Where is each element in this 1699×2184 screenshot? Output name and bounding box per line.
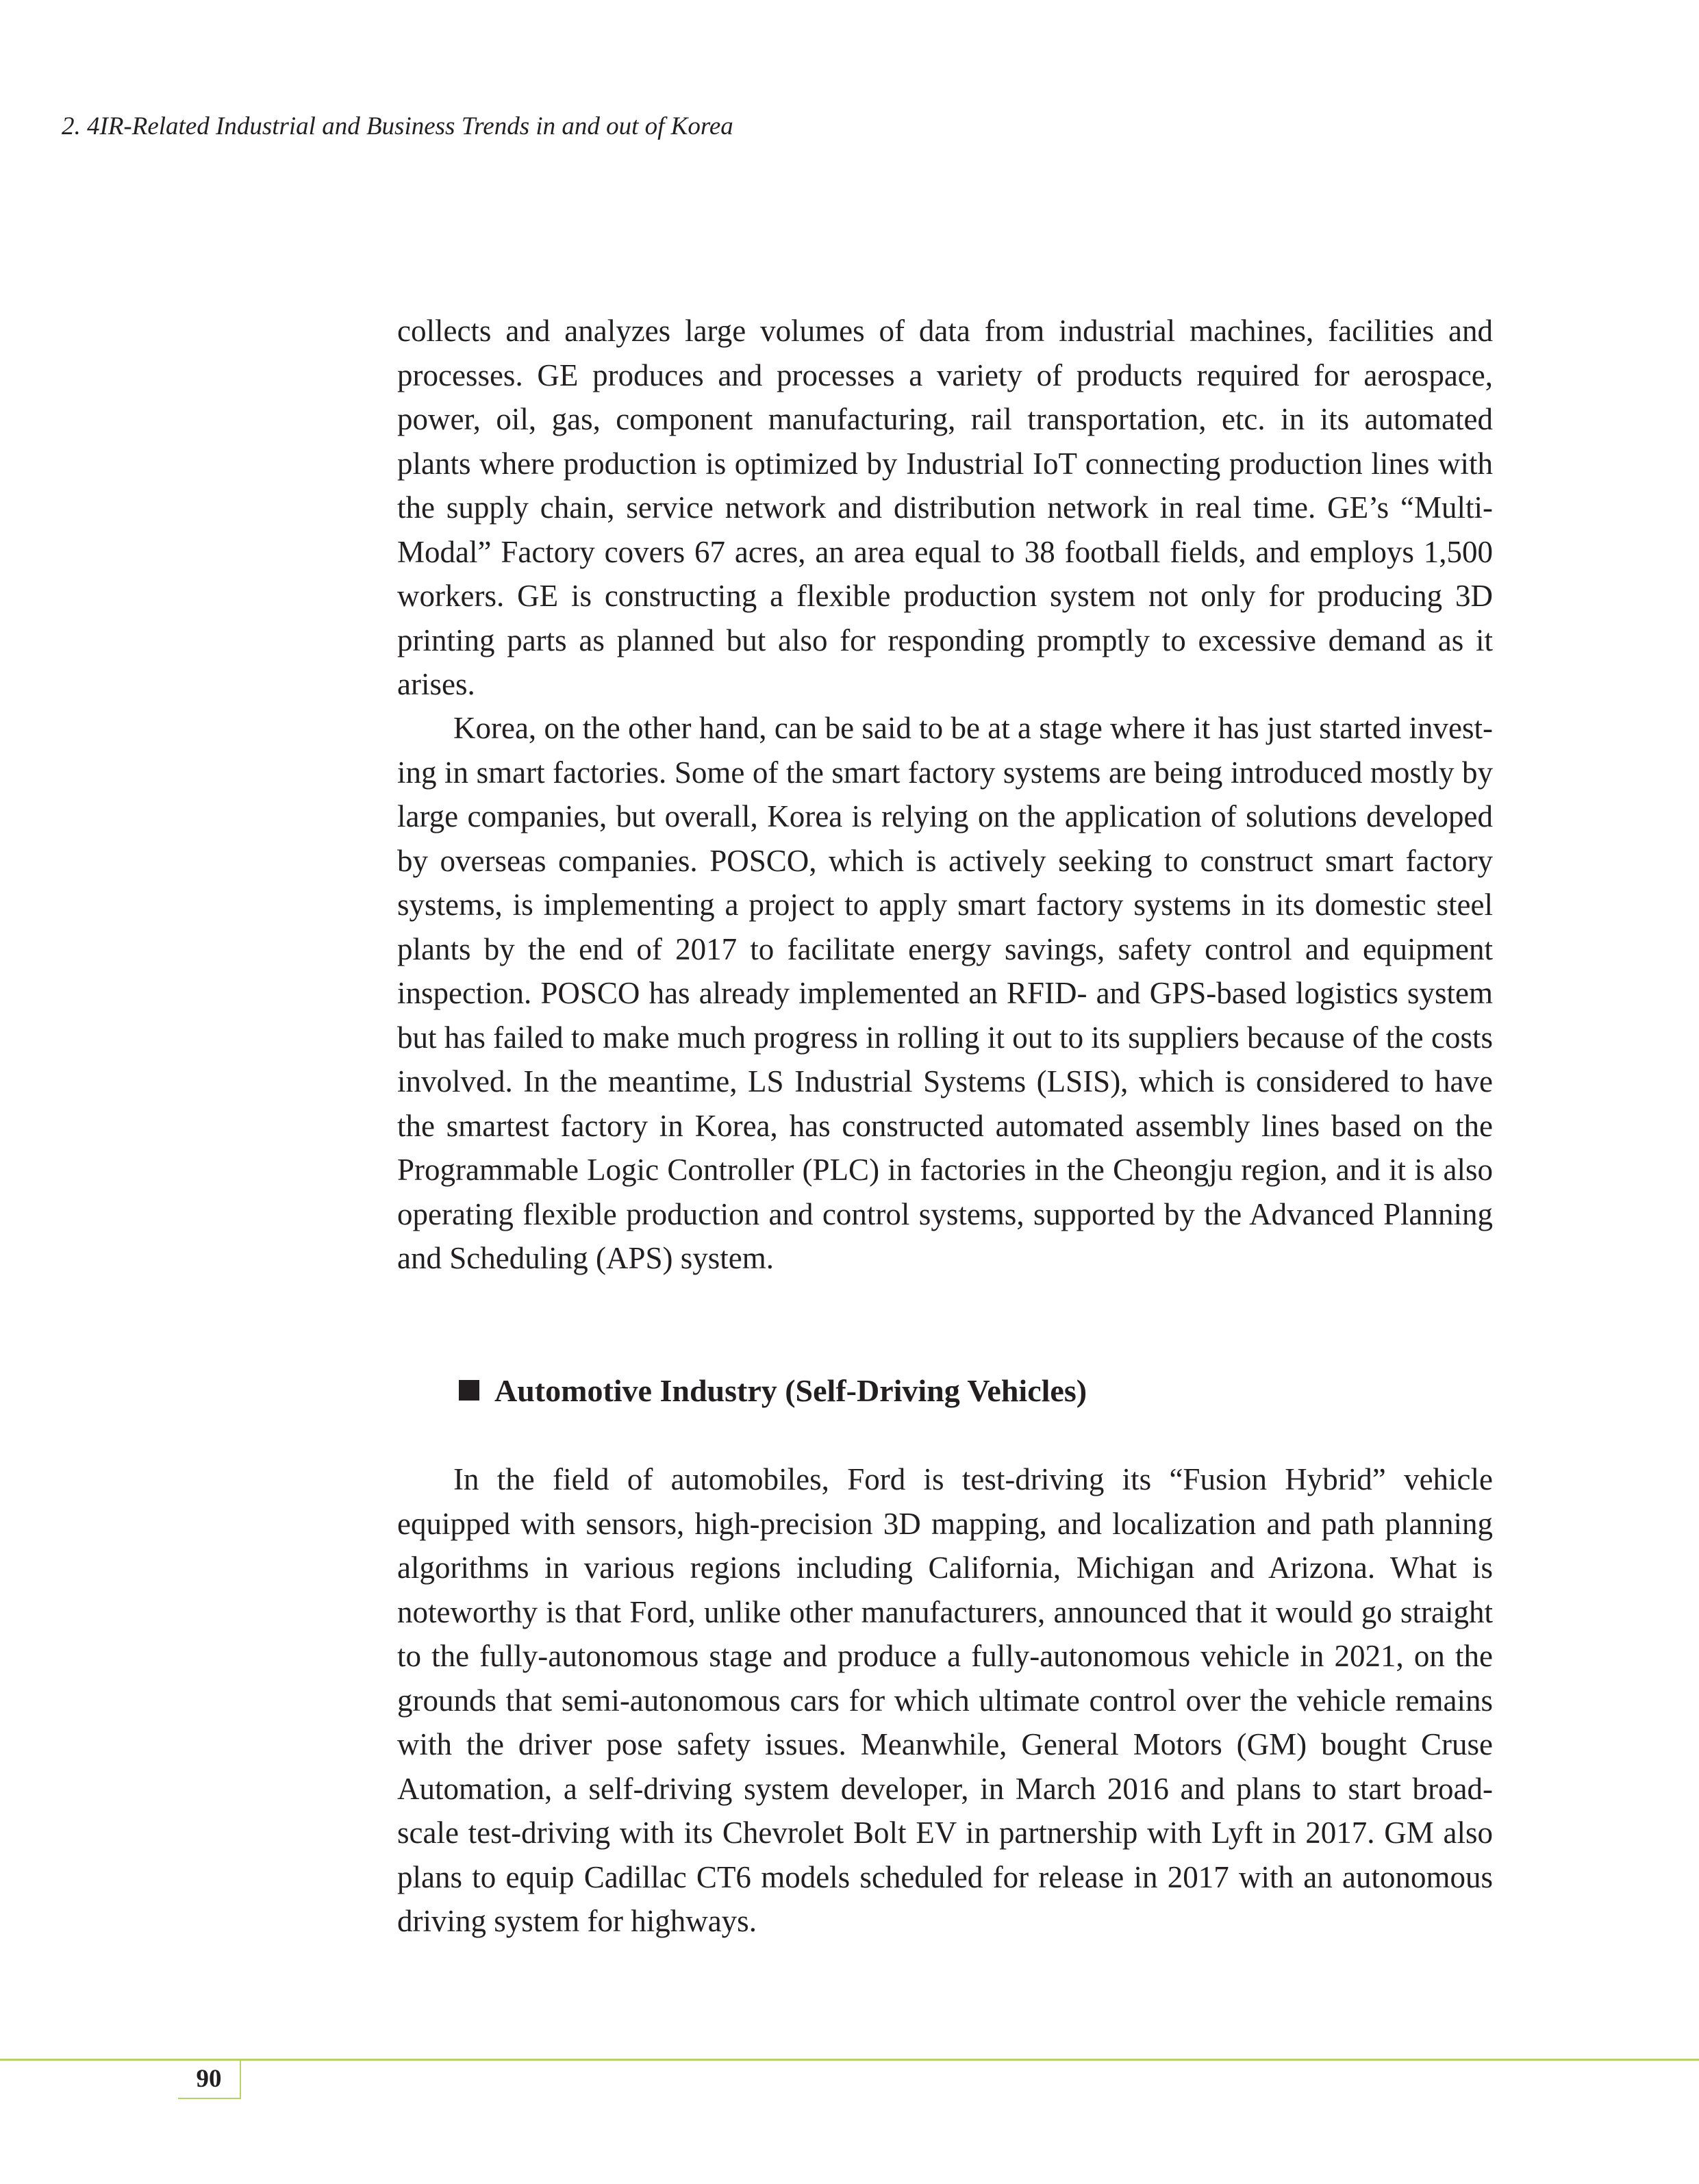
paragraph-text: Korea, on the other hand, can be said to be at a stage where it has just started investing in smart factories. Some of the smart factory systems are being introduced mostly by large companies, but overall, Korea is relying on the application of solutions developed by overseas companies. POSCO, which is actively seeking to construct smart factory systems, is implementing a project to apply smart factory systems in its domestic steel plants by the end of 2017 to facilitate energy savings, safety control and equipment inspection. POSCO has already implemented an RFID- and GPS-based logistics system but has failed to make much progress in rolling it out to its suppliers because of the costs involved. In the meantime, LS Industrial Systems (LSIS), which is considered to have the smartest factory in Korea, has constructed automated assembly lines based on the Programmable Logic Controller (PLC) in factories in the Cheongju region, and it is also operating flexible production and control systems, supported by the Advanced Planning and Scheduling (APS) system. [397, 711, 1493, 1275]
page-number: 90 [196, 2065, 222, 2093]
paragraph-text: collects and analyzes large volumes of data from industrial machines, facilities and processes. GE produces and processes a variety of products required for aerospace, power, oil, gas, component manufacturing, rail transportation, etc. in its automated plants where production is optimized by Industrial IoT connecting production lines with the supply chain, service network and distribution network in real time. GE’s “Multi-Modal” Factory covers 67 acres, an area equal to 38 football fields, and employs 1,500 workers. GE is constructing a flexible production system not only for producing 3D printing parts as planned but also for responding promptly to excessive demand as it arises. [397, 314, 1493, 701]
body-paragraph [397, 1457, 1493, 1944]
section-heading [459, 1369, 1087, 1413]
paragraph-text: In the field of automobiles, Ford is test-driving its “Fusion Hybrid” vehicle equipped with sensors, high-precision 3D mapping, and localization and path planning algorithms in various regions including California, Michigan and Arizona. What is noteworthy is that Ford, unlike other manufacturers, announced that it would go straight to the fully-autonomous stage and produce a fully-autonomous vehicle in 2021, on the grounds that semi-autonomous cars for which ultimate control over the vehicle remains with the driver pose safety issues. Meanwhile, General Motors (GM) bought Cruse Automation, a self-driving system developer, in March 2016 and plans to start broad-scale test-driving with its Chevrolet Bolt EV in partnership with Lyft in 2017. GM also plans to equip Cadillac CT6 models scheduled for release in 2017 with an autonomous driving system for highways. [397, 1462, 1493, 1938]
page-number-box [178, 2061, 241, 2099]
running-header: 2. 4IR-Related Industrial and Business Trends in and out of Korea [62, 112, 733, 140]
body-paragraph [397, 309, 1493, 707]
body-paragraph [397, 706, 1493, 1281]
square-bullet-icon [459, 1380, 479, 1401]
footer-rule [0, 2059, 1699, 2061]
section-heading-text: Automotive Industry (Self-Driving Vehicles) [494, 1373, 1087, 1408]
